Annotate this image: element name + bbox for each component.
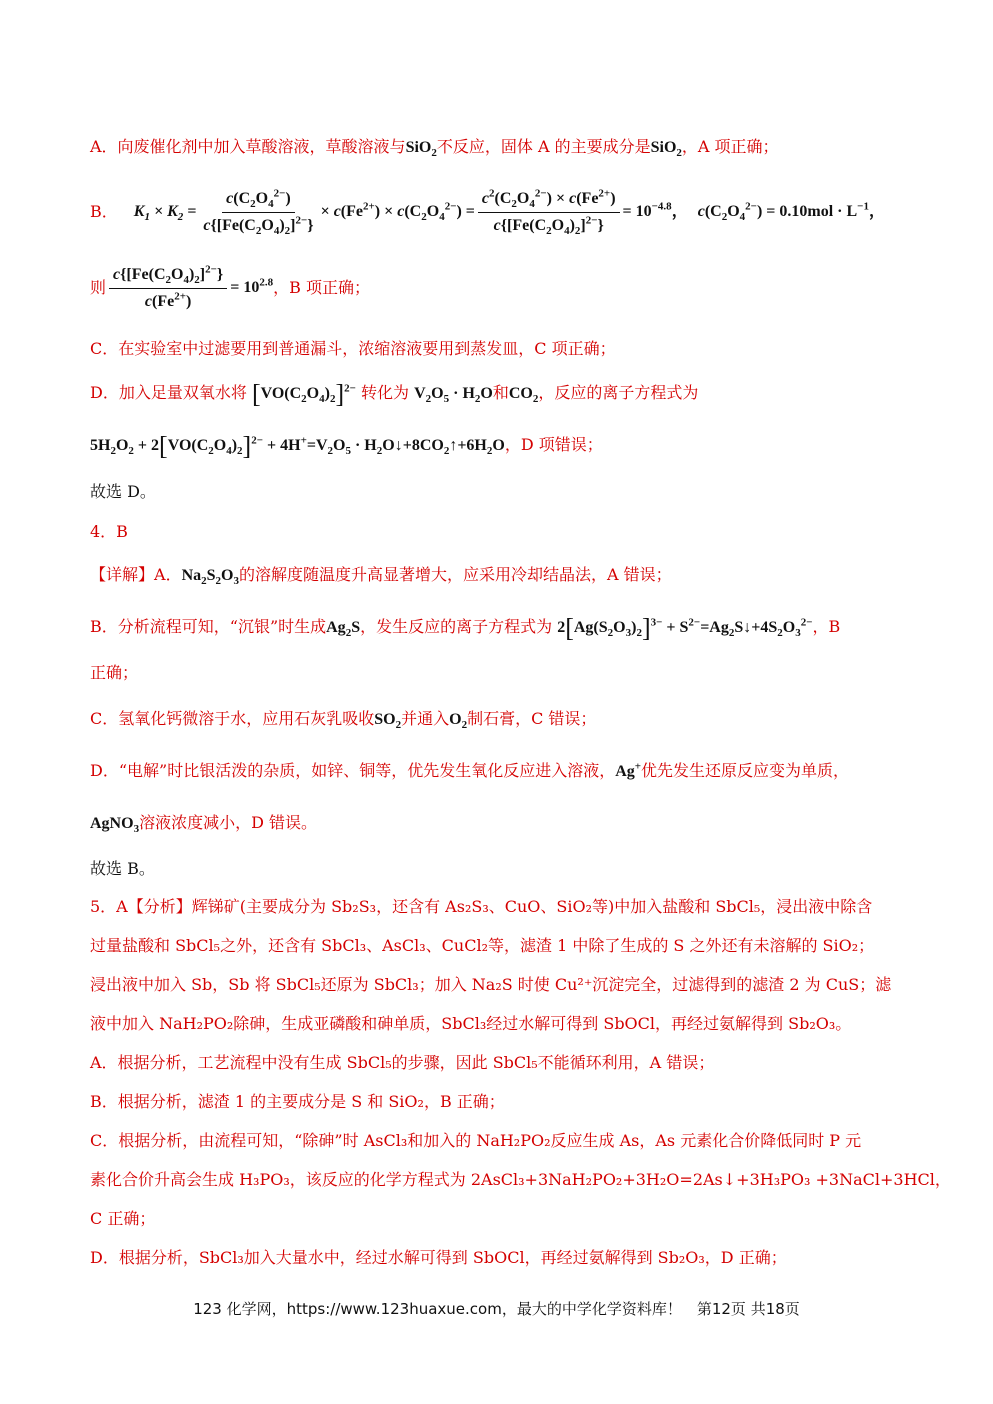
ionic-equation: $5H_2O_2 + 2[VO(C_2O_4)_2]^{2-} + 4H^+=V_2O_5$ · $H_2O↓+8CO_2↑+6H_2O$: [90, 431, 505, 461]
q5-option-c-line1: C．根据分析，由流程可知，“除砷”时 AsCl₃和加入的 NaH₂PO₂反应生成 As，As 元素化合价降低同时 P 元: [90, 1131, 862, 1150]
q3-answer: 故选 D。: [90, 482, 156, 501]
fraction-2: $\frac{c^2(C_2O_4^{2-}) \times c(Fe^{2+})}{c\{[Fe(C_2O_4)_2]^{2-}\}}$: [478, 188, 620, 237]
q4-answer: 故选 B。: [90, 859, 155, 878]
formula-sio2-b: SiO$_2$: [650, 139, 682, 160]
q3-option-b-cont: 则 $\frac{c\{[Fe(C_2O_4)_2]^{2-}\}}{c(Fe^{2+})}$ = $10^{2.8}$ ，B 项正确；: [90, 258, 370, 318]
q4-option-b: B．分析流程可知，“沉银”时生成$Ag_2S$，发生反应的离子方程式为 $2[Ag(S_2O_3)_2]^{3-}$ + $S^{2-}=Ag_2S↓+4S_2O_3^{2-}$，B: [90, 613, 841, 643]
q4-option-a: 【详解】A．$Na_2S_2O_3$的溶解度随温度升高显著增大，应采用冷却结晶法，A 错误；: [90, 565, 672, 588]
formula-vo-complex: $[VO(C_2O_4)_2]^{2-}$: [251, 379, 356, 409]
q3-option-d-equation: $5H_2O_2 + 2[VO(C_2O_4)_2]^{2-} + 4H^+=V_2O_5$ · $H_2O↓+8CO_2↑+6H_2O$，D 项错误；: [90, 431, 603, 461]
formula-sio2: SiO$_2$: [405, 139, 437, 160]
page-footer: 123 化学网，https://www.123huaxue.com，最大的中学化学资料库！ 第12页 共18页: [193, 1300, 800, 1318]
q5-analysis-line2: 过量盐酸和 SbCl₅之外，还含有 SbCl₃、AsCl₃、CuCl₂等，滤渣 1 中除了生成的 S 之外还有未溶解的 SiO₂；: [90, 936, 875, 955]
q5-option-c-line2: 素化合价升高会生成 H₃PO₃，该反应的化学方程式为 2AsCl₃+3NaH₂PO₂+3H₂O=2As↓+3H₃PO₃ +3NaCl+3HCl，: [90, 1170, 951, 1189]
q5-option-c-line3: C 正确；: [90, 1209, 156, 1228]
q3-option-d: D．加入足量双氧水将 $[VO(C_2O_4)_2]^{2-}$ 转化为 $V_2O_5 \cdot H_2O$和$CO_2$，反应的离子方程式为: [90, 379, 699, 409]
formula-k1k2: $K_1 \times K_2$ =: [133, 203, 197, 224]
q3-option-a: A．向废催化剂中加入草酸溶液，草酸溶液与SiO$_2$不反应，固体 A 的主要成分是SiO$_2$，A 项正确；: [90, 137, 779, 160]
q3-option-c: C．在实验室中过滤要用到普通漏斗，浓缩溶液要用到蒸发皿，C 项正确；: [90, 339, 616, 358]
q5-option-a: A．根据分析，工艺流程中没有生成 SbCl₅的步骤，因此 SbCl₅不能循环利用，A 错误；: [90, 1053, 715, 1072]
q5-analysis-line3: 浸出液中加入 Sb，Sb 将 SbCl₅还原为 SbCl₃；加入 Na₂S 时使 Cu²⁺沉淀完全，过滤得到的滤渣 2 为 CuS；滤: [90, 975, 892, 994]
q4-number: 4．B: [90, 522, 128, 541]
q5-analysis-line1: 5．A【分析】辉锑矿(主要成分为 Sb₂S₃，还含有 As₂S₃、CuO、SiO₂等)中加入盐酸和 SbCl₅，浸出液中除含: [90, 897, 873, 916]
q4-option-d-cont: AgNO$_3$溶液浓度减小，D 错误。: [90, 813, 317, 836]
q3-option-b: B． $K_1 \times K_2$ = $\frac{c(C_2O_4^{2-})}{c\{[Fe(C_2O_4)_2]^{2-}\}}$ × $c(Fe^{2+}) \times c(C_2O_4^{2-})$ = $\frac{c^2(C_2O_4^{2-}) \times c(Fe^{2+})}{c\{[Fe(C_2O_4)_2]^{2-}\}}$ = $10^{-4.8}$， $c(C_2O_4^{2-}) = 0.10mol \cdot L^{-1}$，: [90, 187, 885, 237]
fraction-1: $\frac{c(C_2O_4^{2-})}{c\{[Fe(C_2O_4)_2]^{2-}\}}$: [203, 187, 314, 237]
q5-analysis-line4: 液中加入 NaH₂PO₂除砷，生成亚磷酸和砷单质，SbCl₃经过水解可得到 SbOCl，再经过氨解得到 Sb₂O₃。: [90, 1014, 852, 1033]
q5-option-b: B．根据分析，滤渣 1 的主要成分是 S 和 SiO₂，B 正确；: [90, 1092, 505, 1111]
fraction-3: $\frac{c\{[Fe(C_2O_4)_2]^{2-}\}}{c(Fe^{2+})}$: [109, 264, 227, 313]
q5-option-d: D．根据分析，SbCl₃加入大量水中，经过水解可得到 SbOCl，再经过氨解得到 Sb₂O₃，D 正确；: [90, 1248, 787, 1267]
q4-option-d: D．“电解”时比银活泼的杂质，如锌、铜等，优先发生氧化反应进入溶液，Ag+优先发生还原反应变为单质，: [90, 760, 850, 780]
formula-ag-equation: $2[Ag(S_2O_3)_2]^{3-}$ + $S^{2-}=Ag_2S↓+4S_2O_3^{2-}$: [557, 613, 813, 643]
q4-option-c: C．氢氧化钙微溶于水，应用石灰乳吸收$SO_2$并通入$O_2$制石膏，C 错误；: [90, 709, 597, 732]
q4-option-b-cont: 正确；: [90, 663, 139, 682]
